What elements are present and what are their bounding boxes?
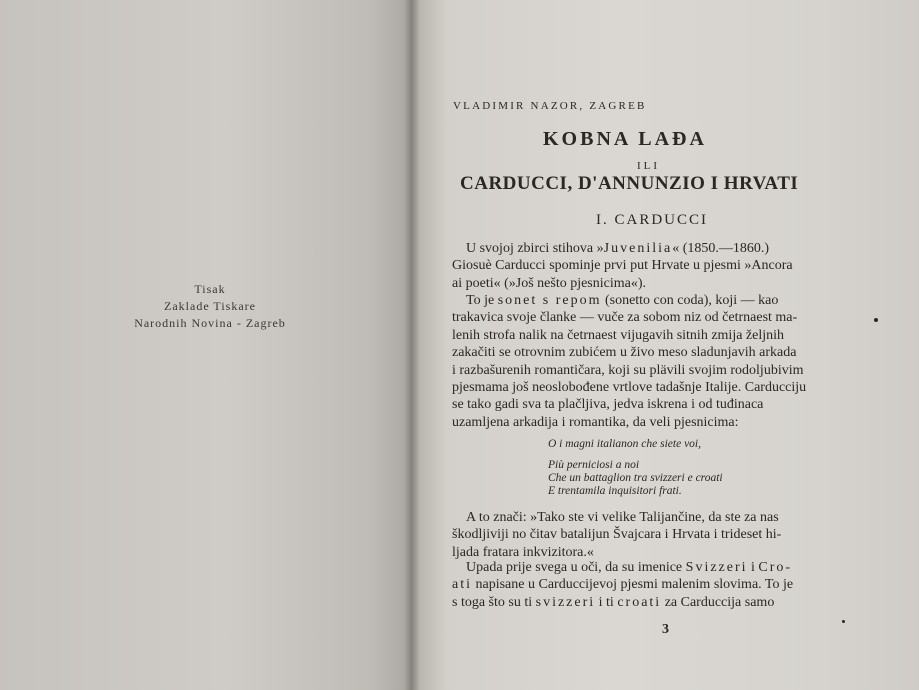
text-span: napisane u Carduccijevoj pjesmi malenim slovima. To je xyxy=(472,577,794,593)
spaced-text: Cro- xyxy=(758,560,793,575)
text-span: za Carduccija samo xyxy=(661,594,775,610)
section-heading: I. CARDUCCI xyxy=(596,212,709,228)
spaced-text: ati xyxy=(452,577,472,593)
text-line xyxy=(452,292,848,309)
text-line: se tako gadi sva ta plačljiva, jedva iskrena i od tuđinaca xyxy=(452,397,764,413)
verse-line: O i magni italianon che siete voi, xyxy=(548,438,701,450)
spaced-text: Svizzeri xyxy=(685,560,748,575)
verse-line: E trentamila inquisitori frati. xyxy=(548,485,682,497)
left-page xyxy=(0,0,412,690)
text-line: lenih strofa nalik na četrnaest vijugavih sitnih zmija željnih xyxy=(452,327,785,343)
text-span: s toga što su ti xyxy=(452,594,536,610)
title-connector: ILI xyxy=(637,160,661,172)
ink-spot xyxy=(842,620,845,623)
page-number: 3 xyxy=(662,622,669,637)
main-title: KOBNA LAĐA xyxy=(543,128,707,150)
text-line: Giosuè Carducci spominje prvi put Hrvate u pjesmi »Ancora xyxy=(452,258,793,274)
paragraph-2 xyxy=(452,292,848,431)
text-line: škodljiviji no čitav batalijun Švajcara i Hrvata i trideset hi- xyxy=(452,527,782,543)
verse-line: Più perniciosi a noi xyxy=(548,459,640,471)
imprint-line: Zaklade Tiskare xyxy=(164,299,256,313)
text-span: Upada prije svega u oči, da su imenice xyxy=(466,560,686,575)
text-line xyxy=(452,559,848,576)
text-span: To je xyxy=(466,293,498,308)
text-line xyxy=(452,240,848,257)
paragraph-4 xyxy=(452,559,848,611)
text-span: U svojoj zbirci stihova » xyxy=(466,241,604,256)
text-line: ai poeti« (»Još nešto pjesnicima«). xyxy=(452,275,647,291)
spaced-text: Juvenilia xyxy=(603,241,673,256)
text-line xyxy=(452,594,848,611)
printer-imprint xyxy=(110,281,310,332)
text-line: i razbašurenih romantičara, koji su plävili svojim rodoljubivim xyxy=(452,362,804,378)
text-line: ljada fratara inkvizitora.« xyxy=(452,544,594,560)
book-gutter xyxy=(404,0,420,690)
text-span: i ti xyxy=(595,594,618,610)
text-line: zakačiti se otrovnim zubićem u živo meso sladunjavih arkada xyxy=(452,345,797,361)
verse-line: Che un battaglion tra svizzeri e croati xyxy=(548,472,723,484)
text-line: pjesmama još neoslobođene vrtlove tadašnje Italije. Carducciju xyxy=(452,380,807,396)
text-span: (sonetto con coda), koji — kao xyxy=(601,293,779,308)
text-line: A to znači: »Tako ste vi velike Talijančine, da ste za nas xyxy=(466,510,779,525)
author-line: VLADIMIR NAZOR, ZAGREB xyxy=(453,100,647,112)
text-line: uzamljena arkadija i romantika, da veli pjesnicima: xyxy=(452,414,739,430)
paragraph-3 xyxy=(452,509,848,561)
ink-spot xyxy=(874,318,878,322)
spaced-text: sonet s repom xyxy=(497,293,602,308)
subtitle: CARDUCCI, D'ANNUNZIO I HRVATI xyxy=(460,173,799,194)
text-line xyxy=(452,576,848,593)
text-line: trakavica svoje članke — vuče za sobom niz od četrnaest ma- xyxy=(452,310,798,326)
spaced-text: croati xyxy=(617,594,662,610)
text-span: i xyxy=(747,560,759,575)
spaced-text: svizzeri xyxy=(535,594,596,610)
imprint-line: Tisak xyxy=(194,282,226,296)
text-span: « (1850.—1860.) xyxy=(672,241,770,256)
imprint-line: Narodnih Novina - Zagreb xyxy=(134,316,286,330)
paragraph-1 xyxy=(452,240,848,292)
